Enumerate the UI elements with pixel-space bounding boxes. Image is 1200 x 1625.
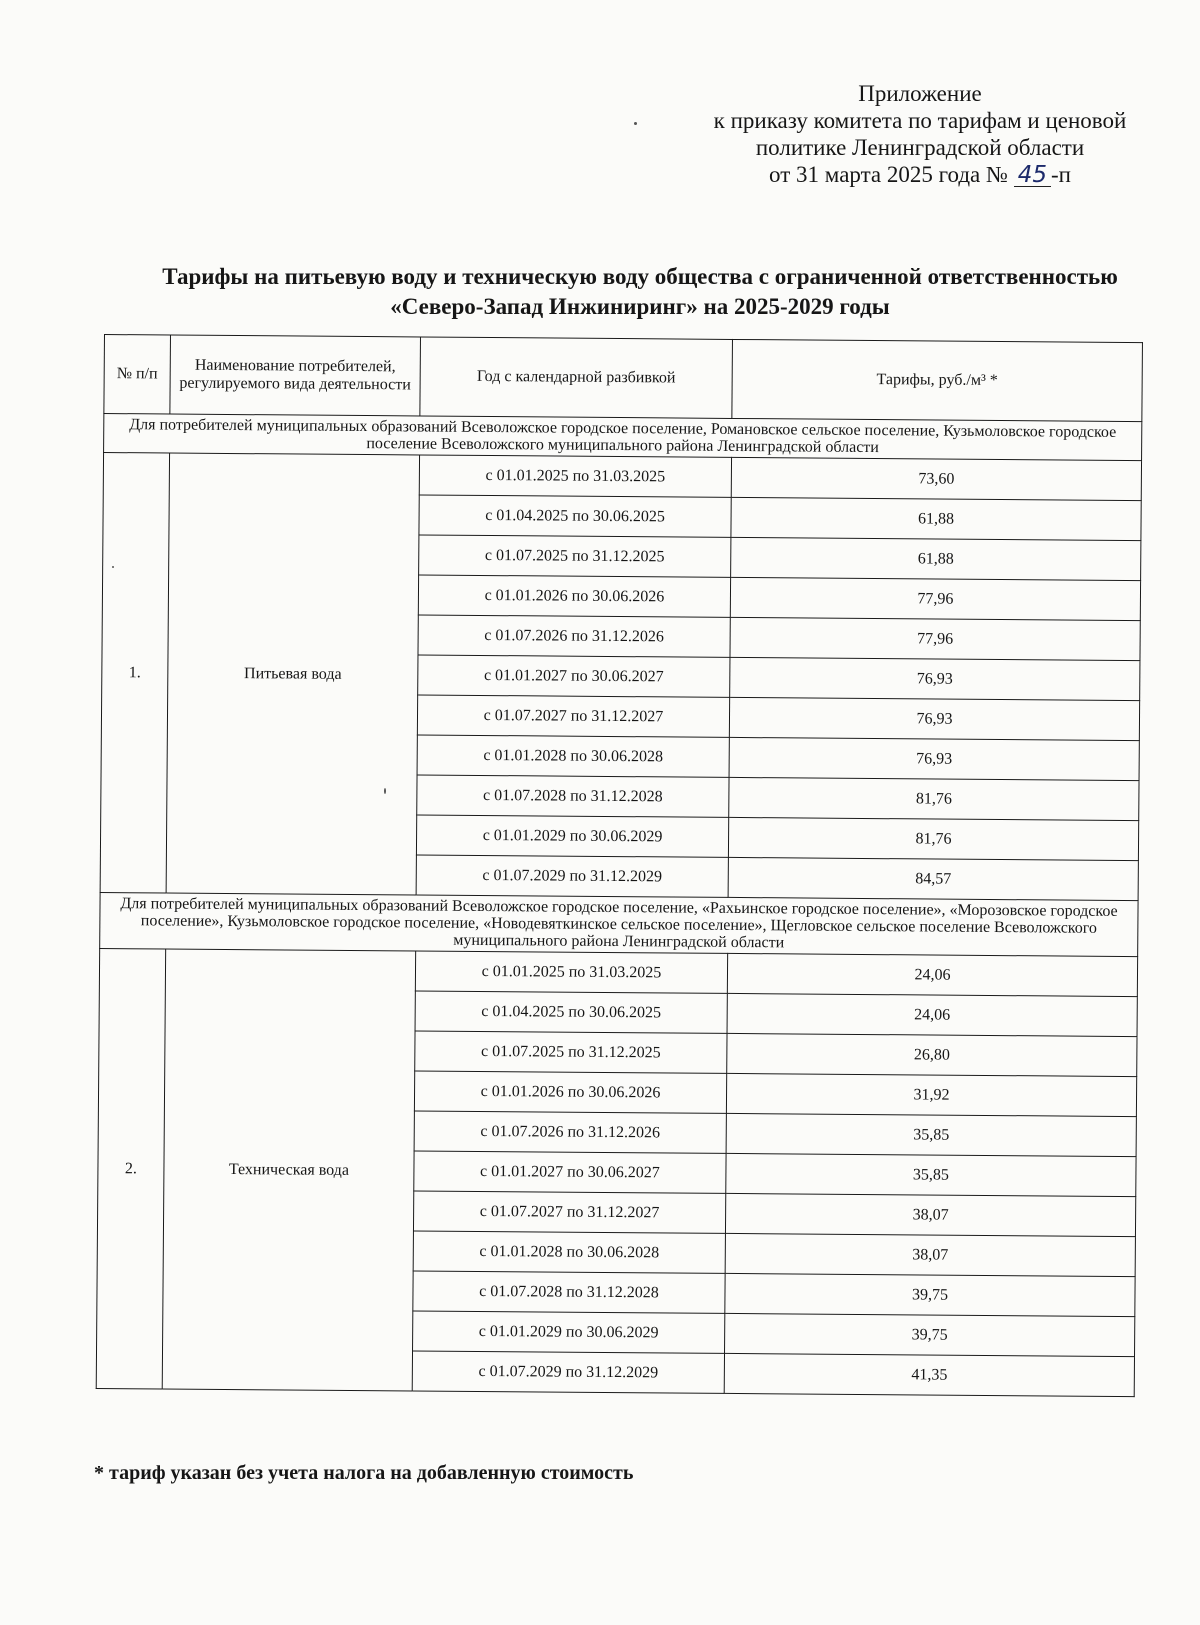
period-cell: с 01.01.2028 по 30.06.2028 — [417, 735, 729, 777]
consumer-name: Техническая вода — [162, 949, 415, 1391]
appendix-title: Приложение — [858, 81, 982, 106]
period-cell: с 01.01.2025 по 31.03.2025 — [415, 951, 727, 993]
title-line-1: Тарифы на питьевую воду и техническую воду общества с ограниченной ответственностью — [162, 264, 1118, 289]
tariff-value-cell: 35,85 — [726, 1113, 1136, 1156]
tariff-value-cell: 73,60 — [731, 457, 1141, 500]
tariff-value-cell: 77,96 — [730, 617, 1140, 660]
appendix-order-line: к приказу комитета по тарифам и ценовой — [713, 108, 1127, 133]
period-cell: с 01.01.2026 по 30.06.2026 — [414, 1071, 726, 1113]
group-caption: Для потребителей муниципальных образований Всеволожское городское поселение, Романовское сельское поселение, Кузьмоловское городское поселение Всеволожского муниципального района Ленинградской области — [104, 414, 1142, 461]
row-number: 1. — [100, 453, 169, 894]
period-cell: с 01.07.2025 по 31.12.2025 — [415, 1031, 727, 1073]
table-row — [103, 453, 1141, 501]
tariff-table — [96, 334, 1143, 1397]
tariff-value-cell: 61,88 — [731, 537, 1141, 580]
tariff-value-cell: 84,57 — [728, 857, 1138, 900]
tariff-value-cell: 24,06 — [727, 953, 1137, 996]
tariff-value-cell: 61,88 — [731, 497, 1141, 540]
tariff-value-cell: 39,75 — [725, 1273, 1135, 1316]
period-cell: с 01.01.2027 по 30.06.2027 — [418, 655, 730, 697]
period-cell: с 01.07.2027 по 31.12.2027 — [417, 695, 729, 737]
period-cell: с 01.07.2029 по 31.12.2029 — [416, 855, 728, 897]
period-cell: с 01.07.2028 по 31.12.2028 — [413, 1271, 725, 1313]
scan-speck — [112, 566, 114, 568]
header-period: Год с календарной разбивкой — [420, 337, 733, 418]
appendix-date-line — [680, 161, 1160, 188]
period-cell: с 01.01.2026 по 30.06.2026 — [418, 575, 730, 617]
tariff-value-cell: 81,76 — [728, 817, 1138, 860]
period-cell: с 01.07.2026 по 31.12.2026 — [414, 1111, 726, 1153]
header-tariff: Тарифы, руб./м³ * — [732, 339, 1143, 421]
handwritten-order-number: 45 — [1014, 164, 1051, 187]
header-number: № п/п — [104, 335, 171, 415]
tariff-value-cell: 38,07 — [725, 1193, 1135, 1236]
period-cell: с 01.01.2025 по 31.03.2025 — [419, 455, 731, 497]
period-cell: с 01.04.2025 по 30.06.2025 — [419, 495, 731, 537]
tariff-value-cell: 38,07 — [725, 1233, 1135, 1276]
tariff-value-cell: 24,06 — [727, 993, 1137, 1036]
period-cell: с 01.01.2028 по 30.06.2028 — [413, 1231, 725, 1273]
period-cell: с 01.07.2028 по 31.12.2028 — [417, 775, 729, 817]
period-cell: с 01.07.2027 по 31.12.2027 — [413, 1191, 725, 1233]
appendix-header — [680, 80, 1160, 188]
period-cell: с 01.01.2027 по 30.06.2027 — [414, 1151, 726, 1193]
period-cell: с 01.04.2025 по 30.06.2025 — [415, 991, 727, 1033]
title-line-2: «Северо-Запад Инжиниринг» на 2025-2029 годы — [390, 294, 890, 319]
header-consumer-name: Наименование потребителей, регулируемого вида деятельности — [170, 335, 421, 416]
appendix-committee-line: политике Ленинградской области — [755, 135, 1085, 160]
tariff-value-cell: 77,96 — [730, 577, 1140, 620]
document-title — [120, 262, 1160, 322]
tariff-value-cell: 41,35 — [724, 1353, 1134, 1396]
period-cell: с 01.07.2026 по 31.12.2026 — [418, 615, 730, 657]
group-caption: Для потребителей муниципальных образований Всеволожское городское поселение, «Рахьинское городское поселение», «Морозовское городское поселение», Кузьмоловское городское поселение, «Новодевяткинское сельское поселение», Щегловское сельское поселение Всеволожского муниципального района Ленинградской области — [100, 892, 1138, 956]
period-cell: с 01.07.2025 по 31.12.2025 — [419, 535, 731, 577]
tariff-value-cell: 81,76 — [729, 777, 1139, 820]
period-cell: с 01.07.2029 по 31.12.2029 — [412, 1351, 724, 1393]
appendix-date: от 31 марта 2025 года № — [769, 162, 1008, 187]
row-number: 2. — [96, 948, 165, 1389]
tariff-value-cell: 35,85 — [726, 1153, 1136, 1196]
tariff-value-cell: 76,93 — [729, 697, 1139, 740]
tariff-value-cell: 26,80 — [727, 1033, 1137, 1076]
scan-speck — [384, 788, 386, 794]
scan-speck — [634, 122, 637, 125]
order-suffix: -п — [1050, 162, 1071, 187]
table-row — [99, 948, 1137, 996]
tariff-value-cell: 31,92 — [726, 1073, 1136, 1116]
period-cell: с 01.01.2029 по 30.06.2029 — [413, 1311, 725, 1353]
tariff-value-cell: 76,93 — [729, 737, 1139, 780]
tariff-value-cell: 39,75 — [725, 1313, 1135, 1356]
consumer-name: Питьевая вода — [166, 453, 419, 895]
period-cell: с 01.01.2029 по 30.06.2029 — [416, 815, 728, 857]
tariff-value-cell: 76,93 — [730, 657, 1140, 700]
footnote: * тариф указан без учета налога на добавленную стоимость — [94, 1462, 634, 1484]
